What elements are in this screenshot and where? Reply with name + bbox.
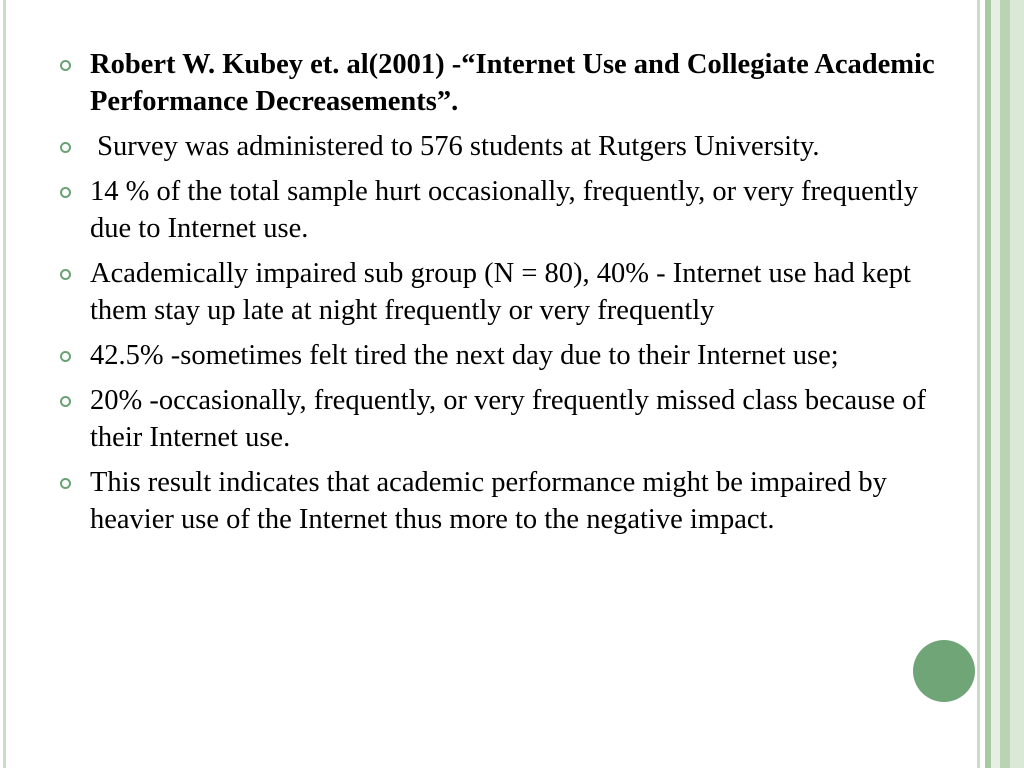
bullet-text: 42.5% -sometimes felt tired the next day due to their Internet use; <box>90 340 839 371</box>
bullet-list <box>58 46 938 546</box>
bullet-icon <box>60 396 71 407</box>
green-circle-decoration <box>913 640 975 702</box>
bullet-item-survey <box>58 128 938 165</box>
bullet-item-total-sample <box>58 173 938 247</box>
left-border-line <box>3 0 6 768</box>
bullet-icon <box>60 60 71 71</box>
bullet-icon <box>60 351 71 362</box>
bullet-icon <box>60 269 71 280</box>
bullet-item-citation <box>58 46 938 120</box>
bullet-text: 14 % of the total sample hurt occasionally, frequently, or very frequently due to Internet use. <box>90 176 919 244</box>
bullet-item-missed-class <box>58 382 938 456</box>
bullet-text: 20% -occasionally, frequently, or very frequently missed class because of their Internet use. <box>90 385 926 453</box>
right-border-stripe <box>1010 0 1024 768</box>
bullet-icon <box>60 142 71 153</box>
bullet-item-tired <box>58 337 938 374</box>
bullet-text: Academically impaired sub group (N = 80), 40% - Internet use had kept them stay up late at night frequently or very frequently <box>90 258 911 326</box>
right-border-stripe <box>977 0 980 768</box>
bullet-item-conclusion <box>58 464 938 538</box>
bullet-text: This result indicates that academic performance might be impaired by heavier use of the Internet thus more to the negative impact. <box>90 467 887 535</box>
bullet-icon <box>60 187 71 198</box>
bullet-text: Survey was administered to 576 students at Rutgers University. <box>90 131 820 162</box>
bullet-icon <box>60 478 71 489</box>
right-border-stripe <box>991 0 1000 768</box>
right-border-stripe <box>1000 0 1010 768</box>
bullet-text: Robert W. Kubey et. al(2001) -“Internet Use and Collegiate Academic Performance Decreasements”. <box>90 49 935 117</box>
bullet-item-subgroup <box>58 255 938 329</box>
